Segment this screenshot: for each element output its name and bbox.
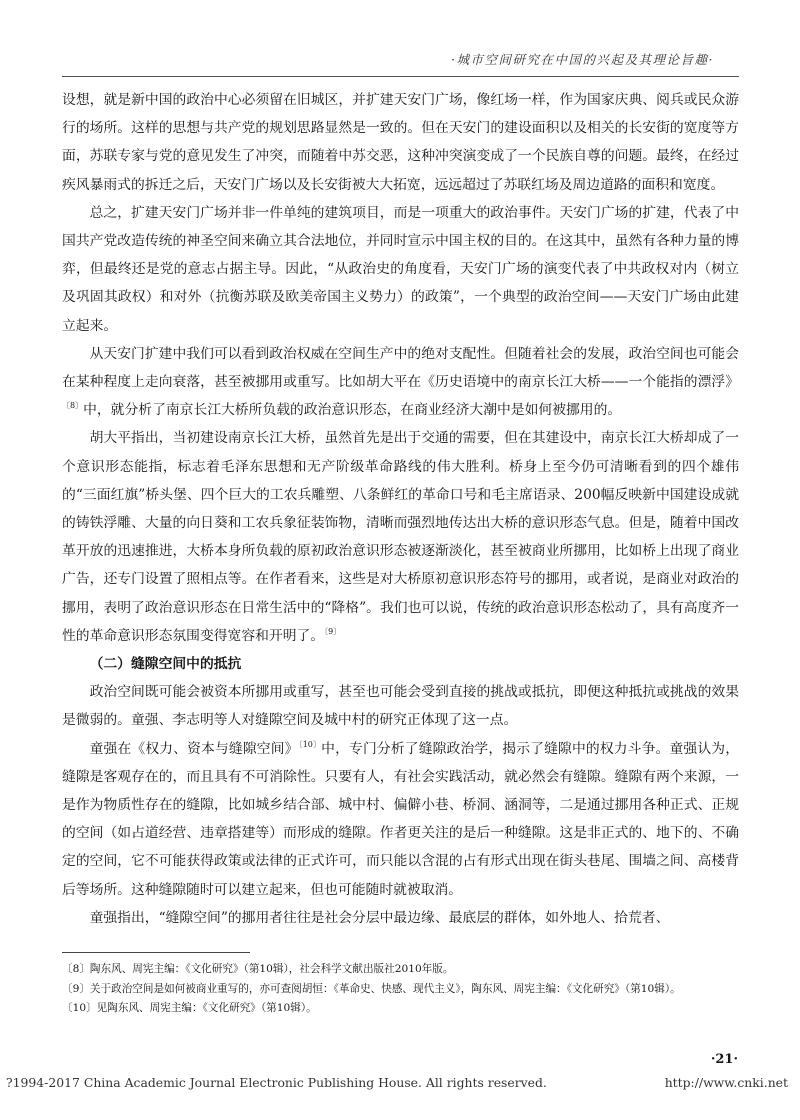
paragraph-1: 设想，就是新中国的政治中心必须留在旧城区，并扩建天安门广场，像红场一样，作为国家庆典、阅兵或民众游行的场所。这样的思想与共产党的规划思路显然是一致的。但在天安门的建设面积以及相关的长安街的宽度等方面，苏联专家与党的意见发生了冲突，而随着中苏交恶，这种冲突演变成了一个民族自尊的问题。最终，在经过疾风暴雨式的拆迁之后，天安门广场以及长安街被大大拓宽，远远超过了苏联红场及周边道路的面积和宽度。 bbox=[62, 92, 739, 193]
page-number: ·21· bbox=[710, 1052, 738, 1067]
paragraph-4-text: 胡大平指出，当初建设南京长江大桥，虽然首先是出于交通的需要，但在其建设中，南京长江大桥却成了一个意识形态能指，标志着毛泽东思想和无产阶级革命路线的伟大胜利。桥身上至今仍可清晰看到的四个雄伟的“三面红旗”桥头堡、四个巨大的工农兵雕塑、八条鲜红的革命口号和毛主席语录、200幅反映新中国建设成就的铸铁浮雕、大量的向日葵和工农兵象征装饰物，清晰而强烈地传达出大桥的意识形态气息。但是，随着中国改革开放的迅速推进，大桥本身所负载的原初政治意识形态被逐渐淡化，甚至被商业所挪用，比如桥上出现了商业广告，还专门设置了照相点等。在作者看来，这些是对大桥原初意识形态符号的挪用，或者说，是商业对政治的挪用，表明了政治意识形态在日常生活中的“降格”。我们也可以说，传统的政治意识形态松动了，具有高度齐一性的革命意识形态氛围变得宽容和开明了。 bbox=[62, 430, 739, 644]
footnote-8: 〔8〕陶东风、周宪主编：《文化研究》（第10辑），社会科学文献出版社2010年版。 bbox=[62, 963, 454, 975]
paragraph-2: 总之，扩建天安门广场并非一件单纯的建筑项目，而是一项重大的政治事件。天安门广场的扩建，代表了中国共产党改造传统的神圣空间来确立其合法地位，并同时宣示中国主权的目的。在这其中，虽然有各种力量的博弈，但最终还是党的意志占据主导。因此，“从政治史的角度看，天安门广场的演变代表了中共政权对内（树立及巩固其政权）和对外（抗衡苏联及欧美帝国主义势力）的政策”，一个典型的政治空间——天安门广场由此建立起来。 bbox=[62, 204, 739, 334]
paragraph-6-text-b: 中，专门分析了缝隙政治学，揭示了缝隙中的权力斗争。童强认为，缝隙是客观存在的，而且具有不可消除性。只要有人，有社会实践活动，就必然会有缝隙。缝隙有两个来源，一是作为物质性存在的缝隙，比如城乡结合部、城中村、偏僻小巷、桥洞、涵洞等，二是通过挪用各种正式、正规的空间（如占道经营、违章搭建等）而形成的缝隙。作者更关注的是后一种缝隙。这是非正式的、地下的、不确定的空间，它不可能获得政策或法律的正式许可，而只能以含混的占有形式出现在街头巷尾、围墙之间、高楼背后等场所。这种缝隙随时可以建立起来，但也可能随时就被取消。 bbox=[62, 740, 740, 898]
header-rule bbox=[62, 76, 739, 77]
footnote-ref-9[interactable]: 〔9〕 bbox=[324, 626, 342, 636]
footnote-10: 〔10〕见陶东风、周宪主编：《文化研究》（第10辑）。 bbox=[62, 1002, 317, 1014]
footnote-ref-8[interactable]: 〔8〕 bbox=[62, 401, 84, 411]
footnote-9: 〔9〕关于政治空间是如何被商业重写的，亦可查阅胡恒：《革命史、快感、现代主义》，陶东风、周宪主编：《文化研究》（第10辑）。 bbox=[62, 982, 681, 995]
paragraph-4 bbox=[62, 424, 739, 650]
paragraph-3-text-b: 中，就分析了南京长江大桥所负载的政治意识形态，在商业经济大潮中是如何被挪用的。 bbox=[83, 402, 622, 419]
paragraph-7: 童强指出，“缝隙空间”的挪用者往往是社会分层中最边缘、最底层的群体，如外地人、拾荒者、 bbox=[89, 909, 670, 926]
paragraph-3-text-a: 从天安门扩建中我们可以看到政治权威在空间生产中的绝对支配性。但随着社会的发展，政治空间也可能会在某种程度上走向衰落，甚至被挪用或重写。比如胡大平在《历史语境中的南京长江大桥——一个能指的漂浮》 bbox=[62, 345, 739, 391]
footnotes bbox=[62, 960, 739, 1019]
footnote-rule bbox=[62, 952, 250, 953]
footnote-ref-10[interactable]: 〔10〕 bbox=[298, 739, 322, 749]
copyright-line bbox=[6, 1075, 794, 1090]
section-heading: （二）缝隙空间中的抵抗 bbox=[89, 656, 242, 673]
paragraph-6-text-a: 童强在《权力、资本与缝隙空间》 bbox=[89, 740, 299, 757]
cnki-link[interactable]: http://www.cnki.net bbox=[664, 1075, 788, 1090]
copyright-text: ?1994-2017 China Academic Journal Electronic Publishing House. All rights reserved. bbox=[6, 1075, 547, 1090]
running-header: ·城市空间研究在中国的兴起及其理论旨趣· bbox=[451, 52, 714, 67]
paragraph-3 bbox=[62, 340, 739, 425]
paragraph-6 bbox=[62, 735, 739, 904]
paragraph-5: 政治空间既可能会被资本所挪用或重写，甚至也可能会受到直接的挑战或抵抗，即便这种抵抗或挑战的效果是微弱的。童强、李志明等人对缝隙空间及城中村的研究正体现了这一点。 bbox=[62, 684, 739, 729]
article-body bbox=[62, 86, 739, 932]
